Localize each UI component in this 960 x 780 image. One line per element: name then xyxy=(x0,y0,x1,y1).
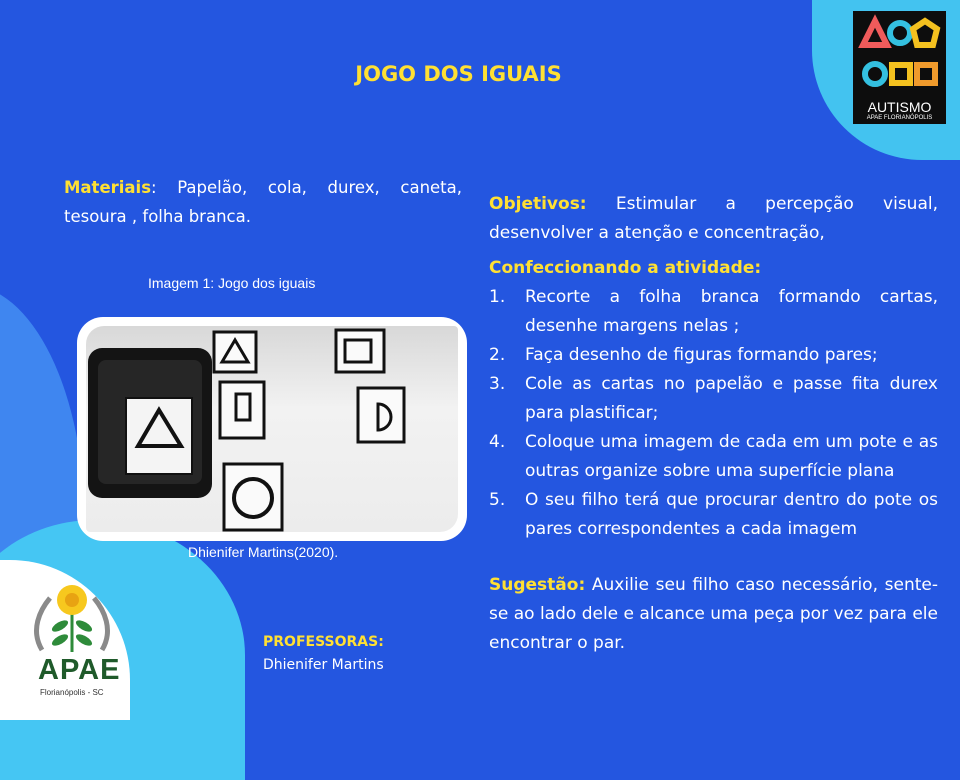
image-caption: Imagem 1: Jogo dos iguais xyxy=(148,275,316,291)
step-text: Cole as cartas no papelão e passe fita durex para plastificar; xyxy=(525,374,938,423)
materials-paragraph xyxy=(64,173,462,231)
list-item xyxy=(489,486,938,544)
professors-block xyxy=(263,631,384,677)
objectives-label: Objetivos: xyxy=(489,194,587,214)
suggestion-paragraph xyxy=(489,571,938,658)
autismo-shapes-icon xyxy=(853,11,946,97)
step-text: Recorte a folha branca formando cartas, desenhe margens nelas ; xyxy=(525,287,938,336)
apae-city: Florianópolis - SC xyxy=(40,688,104,697)
page-title: JOGO DOS IGUAIS xyxy=(355,62,562,86)
step-text: O seu filho terá que procurar dentro do pote os pares correspondentes a cada imagem xyxy=(525,490,938,539)
list-item xyxy=(489,428,938,486)
autismo-word: AUTISMO xyxy=(867,99,932,115)
professors-label: PROFESSORAS: xyxy=(263,634,384,650)
autismo-subtitle: APAE FLORIANÓPOLIS xyxy=(866,115,933,121)
objectives-paragraph xyxy=(489,190,938,248)
materials-label: Materiais xyxy=(64,178,152,197)
step-number: 4. xyxy=(489,432,506,452)
apae-flower-hands-icon xyxy=(0,560,130,660)
apae-word: APAE xyxy=(38,654,121,686)
steps-heading: Confeccionando a atividade: xyxy=(489,258,762,278)
step-text: Coloque uma imagem de cada em um pote e as outras organize sobre uma superfície plana xyxy=(525,432,938,481)
list-item xyxy=(489,341,938,370)
activity-photo xyxy=(86,326,458,532)
instructions-column xyxy=(489,190,938,658)
step-number: 2. xyxy=(489,345,506,365)
autismo-logo xyxy=(853,11,946,124)
steps-list xyxy=(489,283,938,544)
suggestion-text: Auxilie seu filho caso necessário, sente-se ao lado dele e alcance uma peça por vez para ele encontrar o par. xyxy=(489,575,938,653)
materials-text: : Papelão, cola, durex, caneta, tesoura , folha branca. xyxy=(64,178,462,226)
professor-name: Dhienifer Martins xyxy=(263,657,384,673)
step-number: 1. xyxy=(489,287,506,307)
image-credit: Dhienifer Martins(2020). xyxy=(188,544,339,560)
list-item xyxy=(489,370,938,428)
step-number: 5. xyxy=(489,490,506,510)
list-item xyxy=(489,283,938,341)
step-text: Faça desenho de figuras formando pares; xyxy=(525,345,878,365)
step-number: 3. xyxy=(489,374,506,394)
apae-logo xyxy=(0,560,130,720)
suggestion-label: Sugestão: xyxy=(489,575,586,595)
objectives-text: Estimular a percepção visual, desenvolver a atenção e concentração, xyxy=(489,194,938,243)
